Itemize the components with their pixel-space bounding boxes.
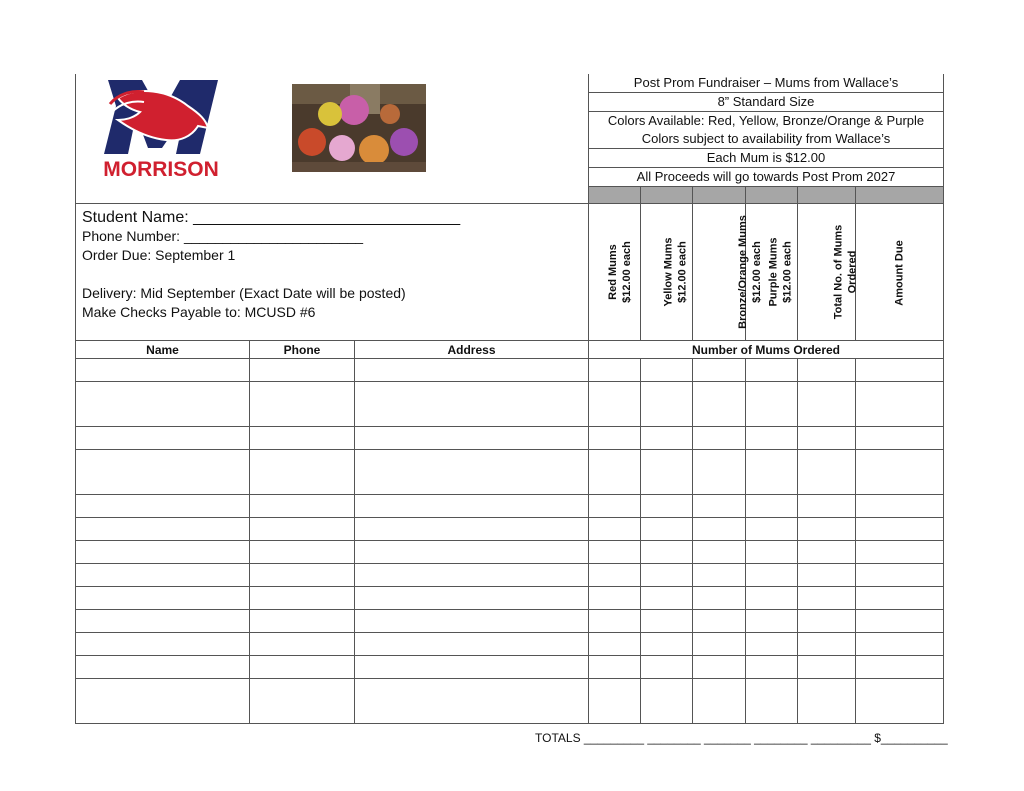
col-red-mums: Red Mums $12.00 each: [589, 204, 641, 341]
entry-cell[interactable]: [76, 518, 250, 541]
header-address: Address: [355, 341, 589, 359]
order-table: [75, 74, 944, 724]
entry-cell[interactable]: [355, 564, 589, 587]
entry-cell[interactable]: [856, 564, 944, 587]
totals-blanks[interactable]: _________ ________ _______ ________ _________: [583, 731, 871, 745]
entry-cell[interactable]: [693, 518, 746, 541]
entry-cell[interactable]: [746, 587, 798, 610]
entry-cell[interactable]: [798, 541, 856, 564]
entry-cell[interactable]: [355, 450, 589, 495]
entry-cell[interactable]: [76, 359, 250, 382]
student-name-field[interactable]: Student Name: ______________________________: [82, 209, 461, 226]
entry-cell[interactable]: [589, 610, 641, 633]
entry-cell[interactable]: [746, 382, 798, 427]
entry-cell[interactable]: [693, 495, 746, 518]
entry-cell[interactable]: [250, 382, 355, 427]
header-line: All Proceeds will go towards Post Prom 2027: [589, 168, 944, 187]
entry-cell[interactable]: [355, 656, 589, 679]
entry-cell[interactable]: [641, 382, 693, 427]
header-line: 8” Standard Size: [589, 93, 944, 112]
header-line: Colors subject to availability from Wallace’s: [589, 130, 944, 149]
header-line: Colors Available: Red, Yellow, Bronze/Orange & Purple: [589, 112, 944, 131]
totals-label: TOTALS: [535, 731, 581, 745]
table-row: [76, 518, 944, 541]
entry-cell[interactable]: [641, 564, 693, 587]
entry-cell[interactable]: [746, 541, 798, 564]
entry-cell[interactable]: [693, 633, 746, 656]
entry-cell[interactable]: [856, 656, 944, 679]
entry-cell[interactable]: [693, 450, 746, 495]
entry-cell[interactable]: [589, 564, 641, 587]
entry-cell[interactable]: [641, 587, 693, 610]
totals-line: [535, 731, 948, 745]
header-line: Post Prom Fundraiser – Mums from Wallace’s: [589, 74, 944, 93]
entry-cell[interactable]: [641, 610, 693, 633]
entry-cell[interactable]: [746, 564, 798, 587]
table-row: [76, 633, 944, 656]
entry-cell[interactable]: [76, 427, 250, 450]
entry-cell[interactable]: [589, 427, 641, 450]
entry-cell[interactable]: [746, 633, 798, 656]
entry-cell[interactable]: [798, 495, 856, 518]
table-row: [76, 679, 944, 724]
table-row: [76, 495, 944, 518]
entry-cell[interactable]: [355, 679, 589, 724]
entry-cell[interactable]: [693, 587, 746, 610]
table-row: [76, 382, 944, 427]
header-line: Each Mum is $12.00: [589, 149, 944, 168]
table-row: [76, 359, 944, 382]
entry-cell[interactable]: [856, 518, 944, 541]
entry-cell[interactable]: [76, 610, 250, 633]
entry-cell[interactable]: [798, 382, 856, 427]
table-row: [76, 610, 944, 633]
phone-number-field[interactable]: Phone Number: _______________________: [82, 228, 364, 244]
entry-cell[interactable]: [355, 633, 589, 656]
entry-cell[interactable]: [250, 518, 355, 541]
order-due: Order Due: September 1: [82, 247, 236, 263]
entry-cell[interactable]: [641, 450, 693, 495]
entry-cell[interactable]: [355, 382, 589, 427]
table-row: [76, 564, 944, 587]
entry-cell[interactable]: [693, 427, 746, 450]
entry-cell[interactable]: [693, 610, 746, 633]
entry-cell[interactable]: [746, 679, 798, 724]
col-total-mums: Total No. of Mums Ordered: [798, 204, 856, 341]
entry-cell[interactable]: [355, 610, 589, 633]
table-row: [76, 427, 944, 450]
entry-cell[interactable]: [76, 679, 250, 724]
entry-cell[interactable]: [250, 633, 355, 656]
entry-cell[interactable]: [589, 656, 641, 679]
entry-cell[interactable]: [250, 656, 355, 679]
entry-cell[interactable]: [355, 495, 589, 518]
entry-cell[interactable]: [589, 382, 641, 427]
entry-cell[interactable]: [641, 427, 693, 450]
table-row: [76, 450, 944, 495]
entry-cell[interactable]: [76, 587, 250, 610]
entry-cell[interactable]: [856, 633, 944, 656]
entry-cell[interactable]: [856, 359, 944, 382]
entry-cell[interactable]: [746, 518, 798, 541]
entry-cell[interactable]: [641, 679, 693, 724]
entry-cell[interactable]: [641, 656, 693, 679]
col-bronze-mums: Bronze/Orange Mums $12.00 each: [693, 204, 746, 341]
entry-cell[interactable]: [76, 495, 250, 518]
entry-cell[interactable]: [355, 541, 589, 564]
entry-cell[interactable]: [589, 633, 641, 656]
entry-cell[interactable]: [693, 382, 746, 427]
student-info: [76, 204, 589, 341]
entry-cell[interactable]: [746, 359, 798, 382]
col-purple-mums: Purple Mums $12.00 each: [746, 204, 798, 341]
header-name: Name: [76, 341, 250, 359]
order-form: [75, 74, 943, 728]
entry-cell[interactable]: [355, 359, 589, 382]
entry-cell[interactable]: [856, 587, 944, 610]
entry-cell[interactable]: [798, 587, 856, 610]
entry-cell[interactable]: [355, 518, 589, 541]
entry-cell[interactable]: [355, 427, 589, 450]
entry-cell[interactable]: [856, 382, 944, 427]
entry-cell[interactable]: [798, 450, 856, 495]
entry-cell[interactable]: [746, 610, 798, 633]
entry-cell[interactable]: [641, 633, 693, 656]
order-rows: [76, 359, 944, 724]
header-phone: Phone: [250, 341, 355, 359]
entry-cell[interactable]: [250, 587, 355, 610]
entry-cell[interactable]: [76, 450, 250, 495]
school-name: MORRISON: [103, 158, 219, 180]
entry-cell[interactable]: [641, 541, 693, 564]
checks-payable: Make Checks Payable to: MCUSD #6: [82, 304, 316, 320]
logo-area: [76, 74, 589, 204]
entry-cell[interactable]: [746, 656, 798, 679]
entry-cell[interactable]: [856, 450, 944, 495]
table-row: [76, 656, 944, 679]
entry-cell[interactable]: [693, 564, 746, 587]
entry-cell[interactable]: [746, 495, 798, 518]
entry-cell[interactable]: [250, 541, 355, 564]
entry-cell[interactable]: [589, 541, 641, 564]
entry-cell[interactable]: [641, 518, 693, 541]
col-yellow-mums: Yellow Mums $12.00 each: [641, 204, 693, 341]
entry-cell[interactable]: [76, 541, 250, 564]
entry-cell[interactable]: [746, 450, 798, 495]
entry-cell[interactable]: [589, 450, 641, 495]
entry-cell[interactable]: [641, 359, 693, 382]
entry-cell[interactable]: [798, 610, 856, 633]
entry-cell[interactable]: [856, 495, 944, 518]
table-row: [76, 587, 944, 610]
entry-cell[interactable]: [76, 656, 250, 679]
header-mums-ordered: Number of Mums Ordered: [589, 341, 944, 359]
col-amount-due: Amount Due: [856, 204, 944, 341]
table-row: [76, 541, 944, 564]
entry-cell[interactable]: [798, 656, 856, 679]
entry-cell[interactable]: [76, 633, 250, 656]
totals-amount[interactable]: $__________: [874, 731, 948, 745]
entry-cell[interactable]: [250, 450, 355, 495]
entry-cell[interactable]: [641, 495, 693, 518]
entry-cell[interactable]: [250, 564, 355, 587]
entry-cell[interactable]: [250, 427, 355, 450]
entry-cell[interactable]: [693, 656, 746, 679]
entry-cell[interactable]: [693, 359, 746, 382]
delivery-note: Delivery: Mid September (Exact Date will be posted): [82, 285, 406, 301]
entry-cell[interactable]: [693, 679, 746, 724]
entry-cell[interactable]: [589, 359, 641, 382]
entry-cell[interactable]: [355, 587, 589, 610]
entry-cell[interactable]: [250, 679, 355, 724]
entry-cell[interactable]: [798, 518, 856, 541]
entry-cell[interactable]: [856, 679, 944, 724]
entry-cell[interactable]: [589, 495, 641, 518]
entry-cell[interactable]: [589, 518, 641, 541]
entry-cell[interactable]: [856, 541, 944, 564]
entry-cell[interactable]: [798, 679, 856, 724]
entry-cell[interactable]: [76, 564, 250, 587]
entry-cell[interactable]: [798, 564, 856, 587]
entry-cell[interactable]: [76, 382, 250, 427]
entry-cell[interactable]: [856, 610, 944, 633]
entry-cell[interactable]: [250, 495, 355, 518]
entry-cell[interactable]: [746, 427, 798, 450]
entry-cell[interactable]: [798, 359, 856, 382]
entry-cell[interactable]: [250, 610, 355, 633]
entry-cell[interactable]: [856, 427, 944, 450]
entry-cell[interactable]: [589, 587, 641, 610]
entry-cell[interactable]: [798, 633, 856, 656]
entry-cell[interactable]: [693, 541, 746, 564]
entry-cell[interactable]: [589, 679, 641, 724]
entry-cell[interactable]: [798, 427, 856, 450]
entry-cell[interactable]: [250, 359, 355, 382]
